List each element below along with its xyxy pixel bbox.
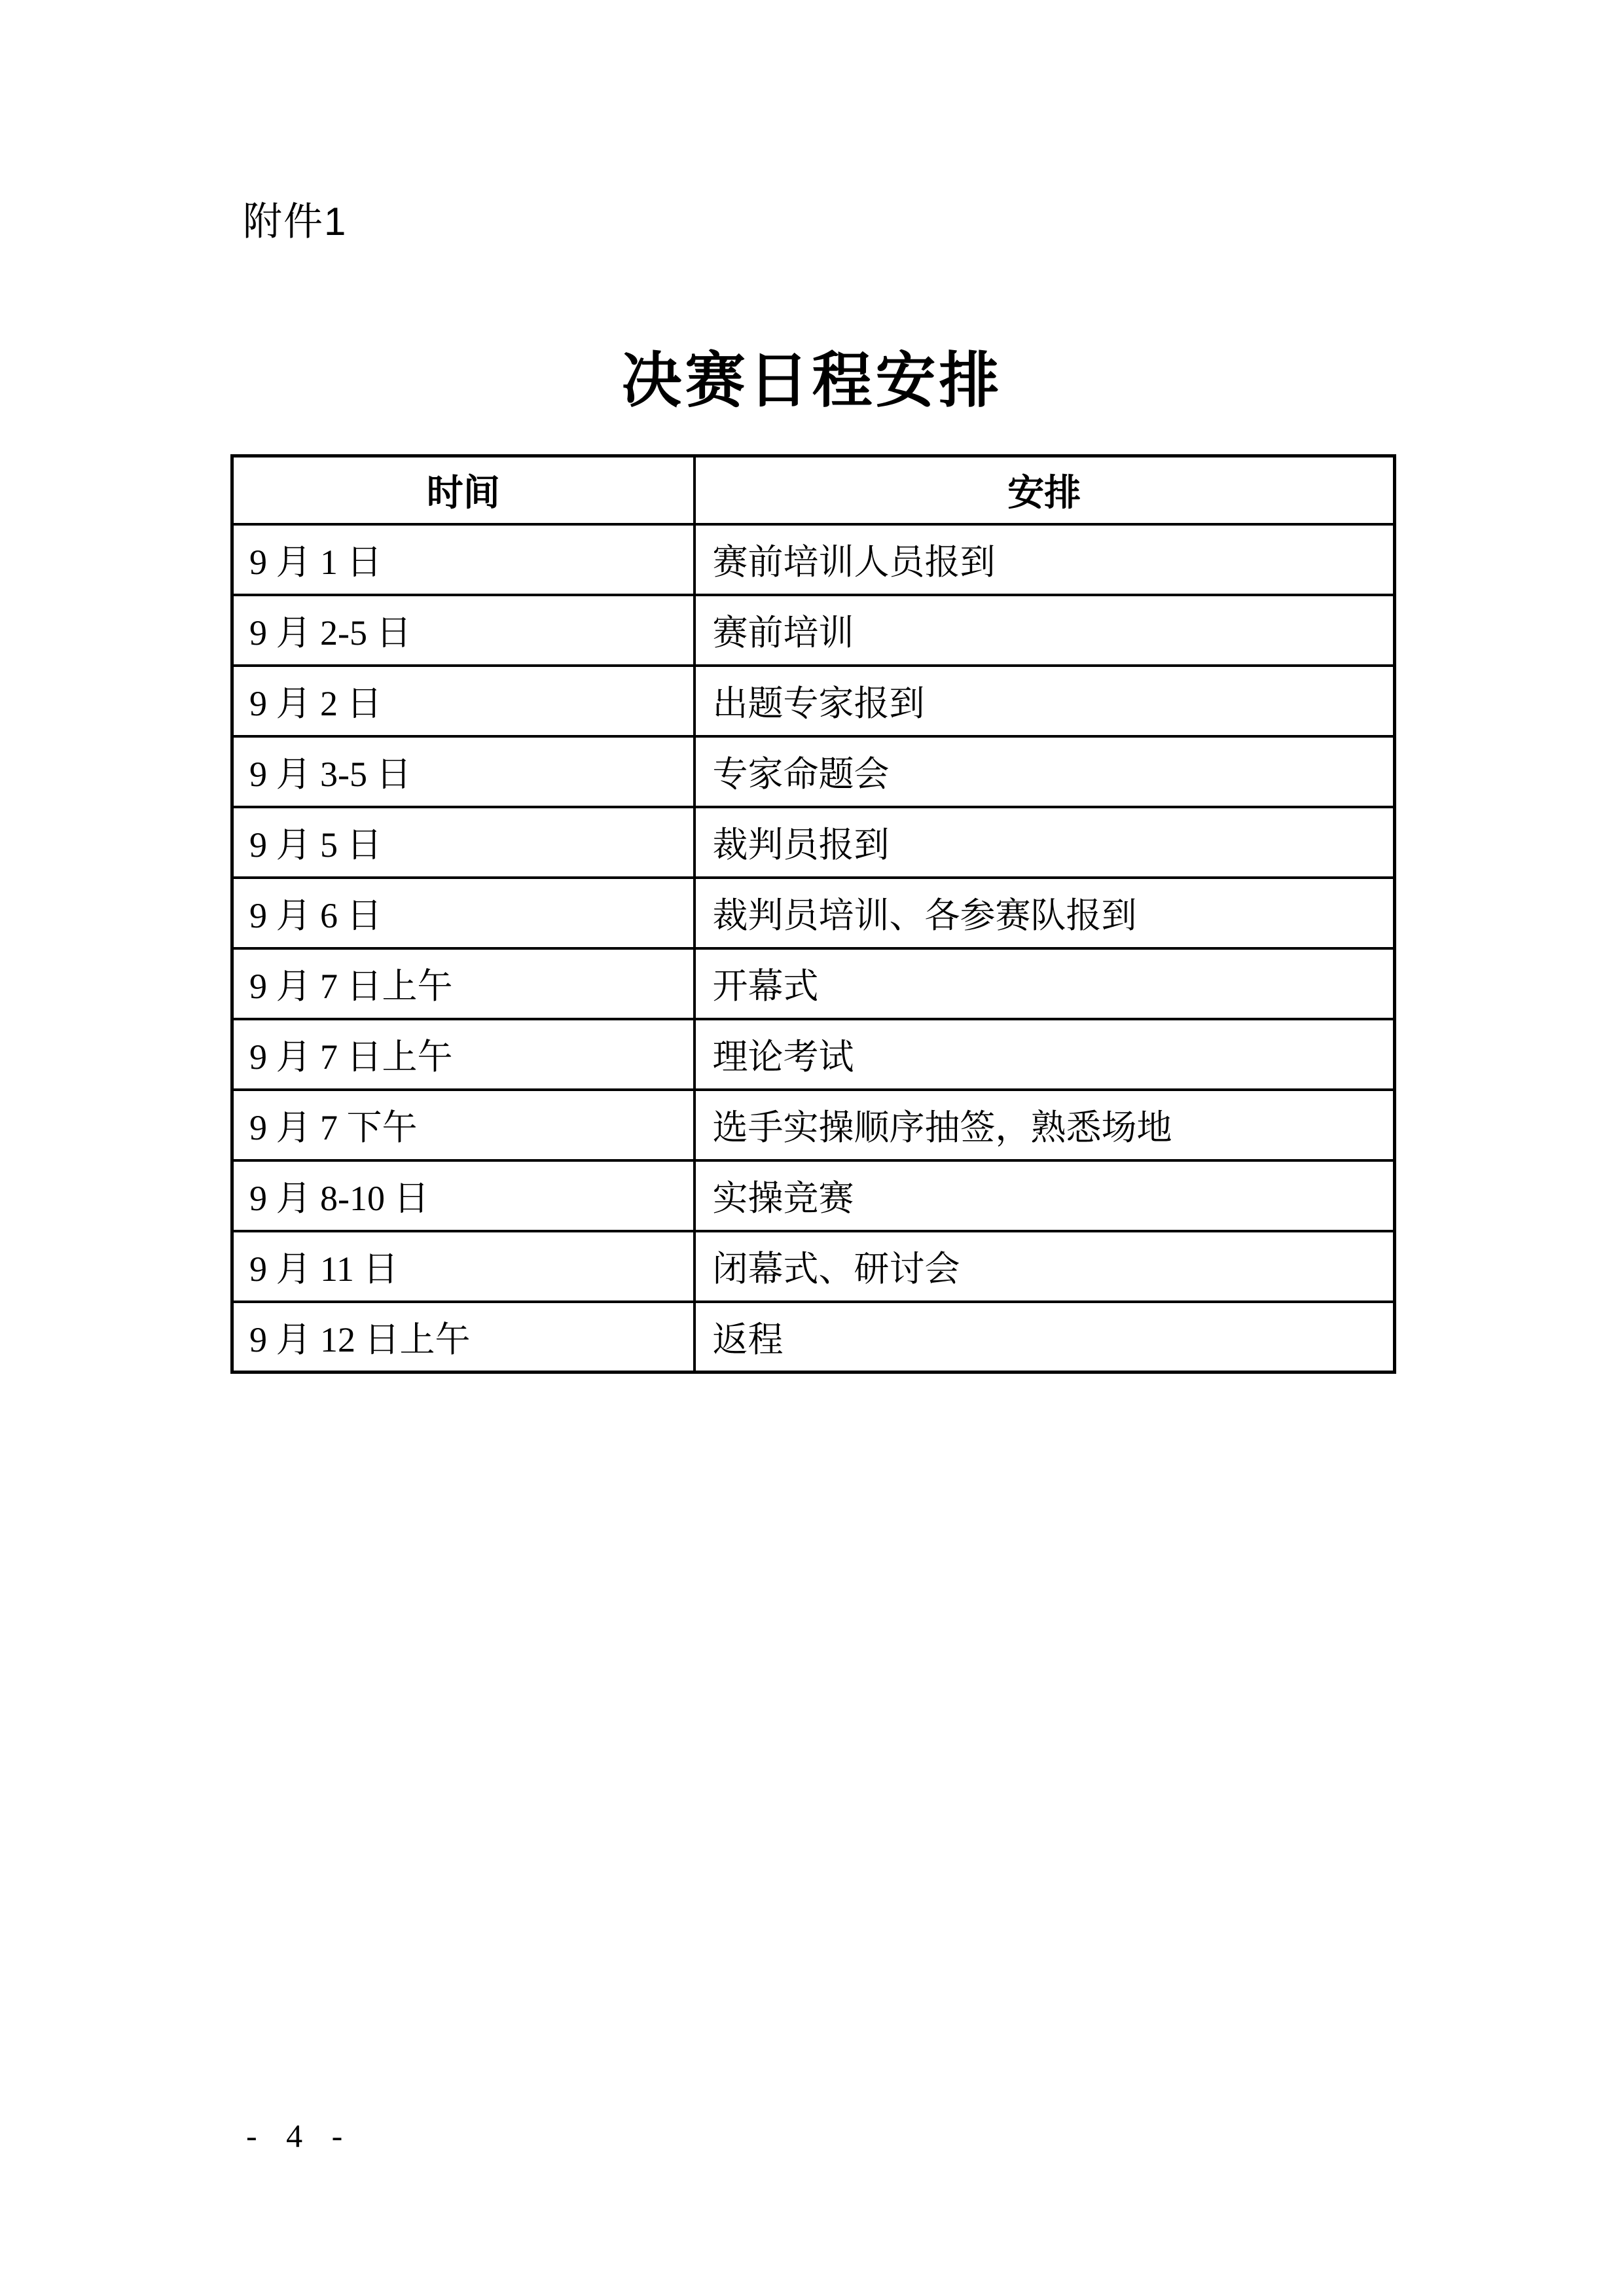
cell-time: 9 月 11 日 <box>232 1231 695 1302</box>
cell-plan: 闭幕式、研讨会 <box>695 1231 1395 1302</box>
cell-time: 9 月 2 日 <box>232 666 695 736</box>
cell-time: 9 月 6 日 <box>232 878 695 948</box>
table-row <box>232 1019 1395 1090</box>
cell-plan: 裁判员报到 <box>695 807 1395 878</box>
cell-time: 9 月 1 日 <box>232 524 695 595</box>
table-row <box>232 524 1395 595</box>
table-row <box>232 595 1395 666</box>
cell-time: 9 月 7 日上午 <box>232 948 695 1019</box>
cell-plan: 选手实操顺序抽签，熟悉场地 <box>695 1090 1395 1160</box>
table-row <box>232 1231 1395 1302</box>
schedule-table-header <box>232 456 1395 524</box>
cell-plan: 开幕式 <box>695 948 1395 1019</box>
table-row <box>232 1090 1395 1160</box>
cell-plan: 赛前培训 <box>695 595 1395 666</box>
cell-plan: 理论考试 <box>695 1019 1395 1090</box>
cell-time: 9 月 12 日上午 <box>232 1302 695 1372</box>
cell-time: 9 月 7 下午 <box>232 1090 695 1160</box>
table-row <box>232 807 1395 878</box>
schedule-table <box>230 454 1396 1374</box>
cell-plan: 赛前培训人员报到 <box>695 524 1395 595</box>
cell-time: 9 月 7 日上午 <box>232 1019 695 1090</box>
column-header-time: 时间 <box>232 456 695 524</box>
table-row <box>232 878 1395 948</box>
page-title: 决赛日程安排 <box>621 347 1003 414</box>
cell-time: 9 月 5 日 <box>232 807 695 878</box>
table-row <box>232 736 1395 807</box>
cell-time: 9 月 2-5 日 <box>232 595 695 666</box>
table-row <box>232 666 1395 736</box>
cell-plan: 裁判员培训、各参赛队报到 <box>695 878 1395 948</box>
schedule-table-body <box>232 524 1395 1372</box>
cell-plan: 专家命题会 <box>695 736 1395 807</box>
cell-plan: 返程 <box>695 1302 1395 1372</box>
attachment-label: 附件1 <box>243 200 348 243</box>
cell-plan: 实操竞赛 <box>695 1160 1395 1231</box>
table-row <box>232 1302 1395 1372</box>
column-header-plan: 安排 <box>695 456 1395 524</box>
table-row <box>232 1160 1395 1231</box>
cell-time: 9 月 3-5 日 <box>232 736 695 807</box>
page-number: - 4 - <box>246 2117 353 2154</box>
cell-time: 9 月 8-10 日 <box>232 1160 695 1231</box>
cell-plan: 出题专家报到 <box>695 666 1395 736</box>
header-row <box>232 456 1395 524</box>
table-row <box>232 948 1395 1019</box>
